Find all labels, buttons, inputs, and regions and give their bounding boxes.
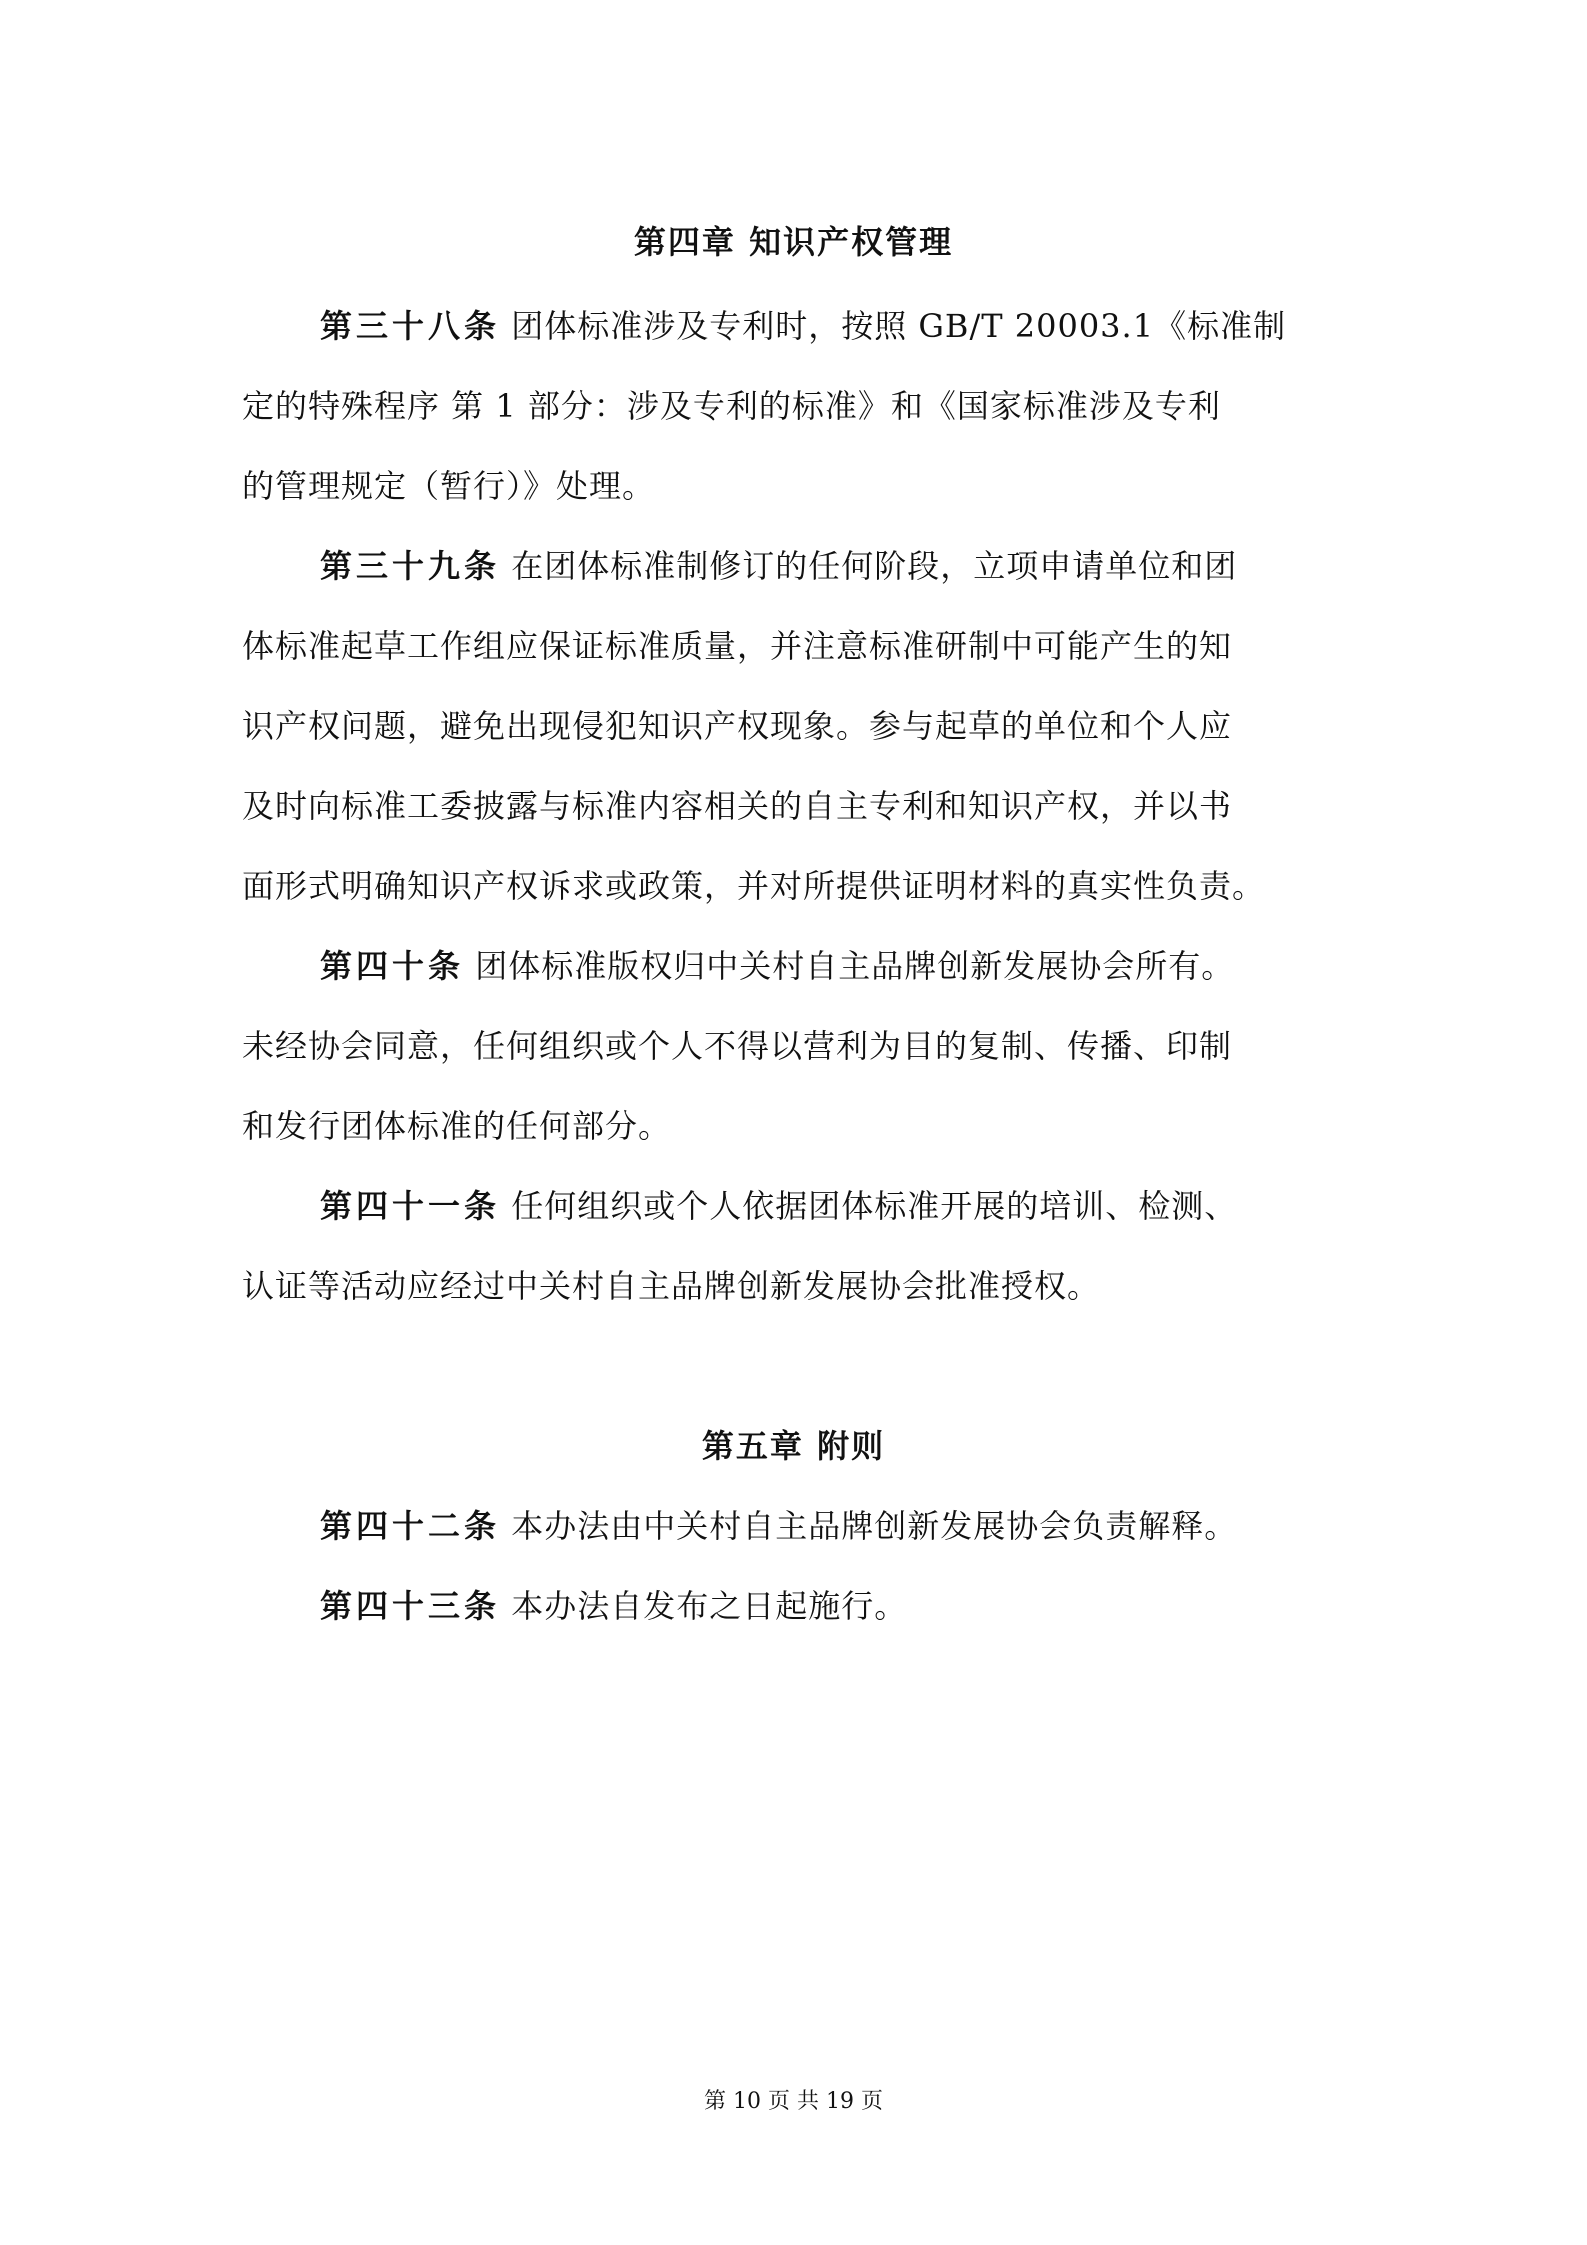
page-number-footer: 第 10 页 共 19 页 bbox=[704, 2089, 883, 2114]
article-43-line bbox=[320, 1584, 907, 1628]
article-40-label: 第四十条 bbox=[320, 947, 465, 985]
article-40-text-2: 未经协会同意，任何组织或个人不得以营利为目的复制、传播、印制 bbox=[242, 1027, 1233, 1065]
article-40-text-3: 和发行团体标准的任何部分。 bbox=[242, 1107, 672, 1145]
article-38-text-3: 的管理规定（暂行）》处理。 bbox=[242, 467, 656, 505]
article-39-text-4: 及时向标准工委披露与标准内容相关的自主专利和知识产权，并以书 bbox=[242, 787, 1233, 825]
article-42-label: 第四十二条 bbox=[320, 1507, 501, 1545]
article-40-first-line bbox=[320, 944, 1234, 988]
article-39-text-5: 面形式明确知识产权诉求或政策，并对所提供证明材料的真实性负责。 bbox=[242, 867, 1266, 905]
article-39-first-line bbox=[320, 544, 1237, 588]
article-39-text-1: 在团体标准制修订的任何阶段，立项申请单位和团 bbox=[511, 547, 1238, 585]
article-43-text-1: 本办法自发布之日起施行。 bbox=[511, 1587, 908, 1625]
article-39-label: 第三十九条 bbox=[320, 547, 501, 585]
article-43-label: 第四十三条 bbox=[320, 1587, 501, 1625]
article-40-text-1: 团体标准版权归中关村自主品牌创新发展协会所有。 bbox=[475, 947, 1235, 985]
article-42-line bbox=[320, 1504, 1237, 1548]
article-41-first-line bbox=[320, 1184, 1237, 1228]
chapter5-heading: 第五章 附则 bbox=[701, 1427, 886, 1465]
article-38-text-1: 团体标准涉及专利时，按照 GB/T 20003.1《标准制 bbox=[511, 307, 1287, 345]
article-39-text-2: 体标准起草工作组应保证标准质量，并注意标准研制中可能产生的知 bbox=[242, 627, 1233, 665]
article-41-text-2: 认证等活动应经过中关村自主品牌创新发展协会批准授权。 bbox=[242, 1267, 1101, 1305]
article-39-text-3: 识产权问题，避免出现侵犯知识产权现象。参与起草的单位和个人应 bbox=[242, 707, 1233, 745]
article-41-text-1: 任何组织或个人依据团体标准开展的培训、检测、 bbox=[511, 1187, 1238, 1225]
article-38-label: 第三十八条 bbox=[320, 307, 501, 345]
article-41-label: 第四十一条 bbox=[320, 1187, 501, 1225]
article-38-first-line bbox=[320, 304, 1286, 348]
article-38-text-2: 定的特殊程序 第 1 部分：涉及专利的标准》和《国家标准涉及专利 bbox=[242, 387, 1221, 425]
chapter4-heading: 第四章 知识产权管理 bbox=[633, 223, 954, 261]
article-42-text-1: 本办法由中关村自主品牌创新发展协会负责解释。 bbox=[511, 1507, 1238, 1545]
